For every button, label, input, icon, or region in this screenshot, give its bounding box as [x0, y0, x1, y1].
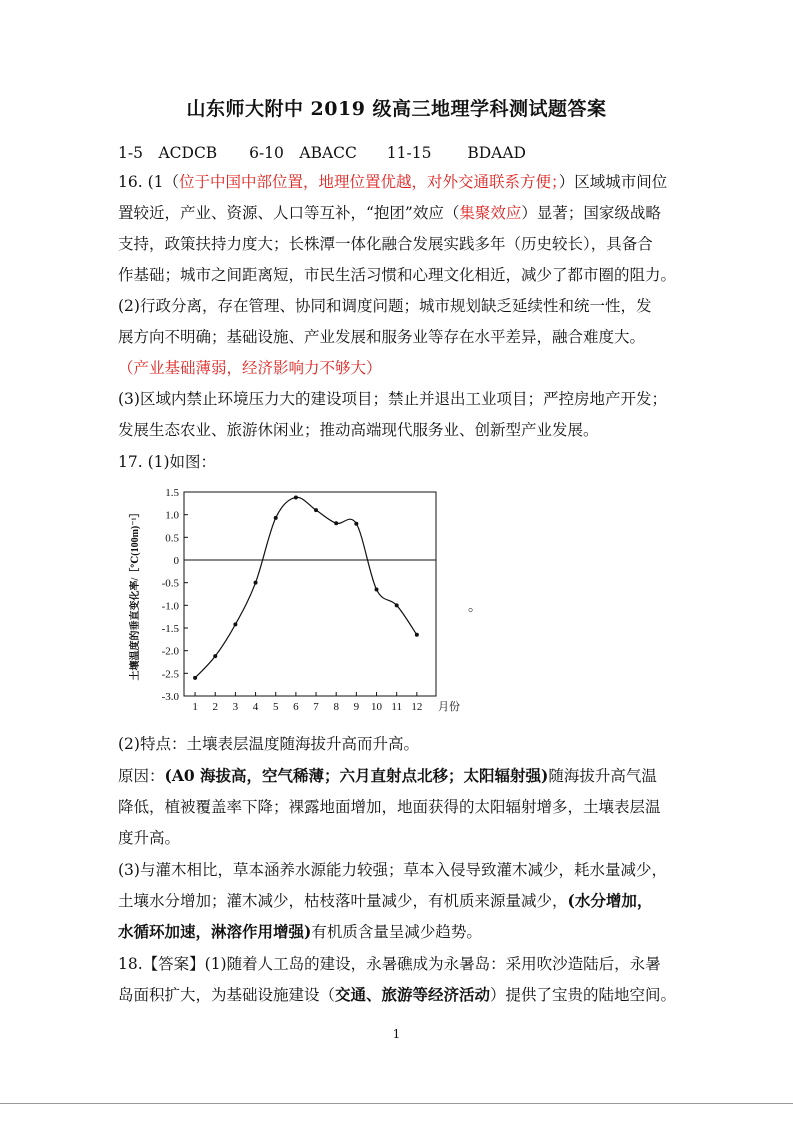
x-tick-label: 12 [411, 701, 423, 713]
q16-l2-start: 置较近，产业、资源、人口等互补，“抱团”效应（ [118, 204, 460, 222]
y-tick-label: -1.0 [161, 600, 179, 613]
q18-l2-end: ）提供了宝贵的陆地空间。 [490, 986, 677, 1004]
q17-line-3 [118, 765, 657, 787]
q16-line-9: 发展生态农业、旅游休闲业；推动高端现代服务业、创新型产业发展。 [118, 421, 599, 439]
q18-line-2 [118, 984, 676, 1006]
q16-line-1 [118, 171, 667, 193]
q16-line-4: 作基础；城市之间距离短，市民生活习惯和心理文化相近，减少了都市圈的阻力。 [118, 266, 677, 284]
data-point-month-5 [274, 516, 278, 520]
x-tick-label: 6 [293, 701, 299, 713]
q18-bold-note: 交通、旅游等经济活动 [335, 985, 491, 1004]
q17-line-6: (3)与灌木相比，草本涵养水源能力较强；草本入侵导致灌木减少，耗水量减少， [118, 861, 667, 879]
figure-trailing-dot: 。 [468, 599, 482, 615]
data-point-month-2 [213, 654, 217, 658]
q16-l1-start: 16. (1（ [118, 173, 179, 191]
y-tick-label: 0 [173, 555, 179, 567]
q16-l2-end: ）显著；国家级战略 [521, 204, 661, 222]
mc-11-15: BDAAD [467, 144, 526, 162]
q16-line-2 [118, 202, 661, 224]
data-point-month-10 [375, 587, 379, 591]
x-axis-label: 月份 [438, 701, 460, 713]
mc-answers [118, 142, 526, 164]
q16-line-8: (3)区域内禁止环境压力大的建设项目；禁止并退出工业项目；严控房地产开发； [118, 390, 667, 408]
x-tick-label: 2 [212, 701, 218, 713]
x-tick-label: 10 [371, 701, 383, 713]
data-point-month-1 [193, 676, 197, 680]
data-point-month-9 [354, 522, 358, 526]
q17-line-7 [118, 890, 652, 912]
data-point-month-11 [395, 603, 399, 607]
mc-1-5: 1-5 ACDCB [118, 144, 218, 162]
x-tick-label: 3 [232, 701, 239, 713]
y-tick-label: -3.0 [161, 691, 179, 703]
q17-l3-end: 随海拔升高气温 [548, 767, 657, 785]
plot-frame [184, 492, 436, 696]
q16-line-5: (2)行政分离，存在管理、协同和调度问题；城市规划缺乏延续性和统一性，发 [118, 297, 652, 315]
q17-line-2: (2)特点：土壤表层温度随海拔升高而升高。 [118, 735, 419, 753]
x-tick-label: 8 [333, 701, 339, 713]
q16-l1-end: ）区域城市间位 [558, 173, 668, 191]
y-tick-label: 1.0 [165, 509, 179, 522]
x-tick-label: 9 [353, 701, 360, 713]
y-tick-label: -0.5 [161, 577, 179, 590]
q17-line-4: 降低，植被覆盖率下降；裸露地面增加，地面获得的太阳辐射增多，土壤表层温 [118, 798, 661, 816]
q16-red-note-2: 集聚效应 [459, 204, 522, 222]
data-point-month-7 [314, 508, 318, 512]
q17-l8-end: 有机质含量呈减少趋势。 [311, 923, 482, 941]
q18-l2-start: 岛面积扩大，为基础设施建设（ [118, 986, 336, 1004]
soil-temperature-chart [118, 480, 478, 720]
q17-l7-start: 土壤水分增加；灌木减少，枯枝落叶量减少，有机质来源量减少， [118, 892, 568, 910]
page-number: 1 [392, 1027, 401, 1041]
footer-rule [0, 1103, 793, 1104]
y-tick-label: 0.5 [165, 532, 179, 545]
data-point-month-4 [254, 581, 258, 585]
x-tick-label: 7 [313, 701, 319, 713]
x-tick-label: 1 [192, 701, 198, 713]
q17-line-1: 17. (1)如图： [118, 453, 217, 471]
series-line [195, 497, 417, 678]
q17-line-5: 度升高。 [118, 829, 181, 847]
q17-bold-note-1: (A0 海拔高，空气稀薄；六月直射点北移；太阳辐射强) [164, 766, 549, 785]
q17-bold-note-2: (水分增加， [567, 891, 653, 910]
q16-line-6: 展方向不明确；基础设施、产业发展和服务业等存在水平差异，融合难度大。 [118, 328, 646, 346]
data-point-month-6 [294, 495, 298, 499]
page-title: 山东师大附中 2019 级高三地理学科测试题答案 [186, 98, 607, 120]
y-tick-label: -1.5 [161, 623, 179, 635]
q16-red-note-1: 位于中国中部位置，地理位置优越，对外交通联系方便； [179, 173, 559, 191]
q18-line-1: 18.【答案】(1)随着人工岛的建设，永暑礁成为永暑岛：采用吹沙造陆后，永暑 [118, 955, 661, 973]
data-point-month-3 [233, 622, 237, 626]
data-point-month-8 [334, 521, 338, 525]
x-tick-label: 4 [252, 701, 259, 713]
y-tick-label: -2.0 [161, 645, 179, 658]
y-tick-label: 1.5 [165, 487, 179, 499]
data-point-month-12 [415, 633, 419, 637]
q17-bold-note-3: 水循环加速，淋溶作用增强) [118, 922, 312, 941]
q16-red-note-3: （产业基础薄弱，经济影响力不够大） [118, 359, 382, 377]
x-tick-label: 11 [391, 701, 402, 713]
mc-6-10: 6-10 ABACC [249, 144, 357, 162]
q16-line-3: 支持，政策扶持力度大；长株潭一体化融合发展实践多年（历史较长），具备合 [118, 235, 653, 253]
mc-11-15-label: 11-15 [386, 144, 432, 162]
q17-line-8 [118, 921, 482, 943]
y-axis-label: 土壤温度的垂直变化率/［℃(100m)⁻¹］ [130, 507, 141, 681]
x-tick-label: 5 [272, 701, 279, 713]
y-tick-label: -2.5 [161, 668, 179, 681]
q17-l3-start: 原因： [118, 767, 165, 785]
